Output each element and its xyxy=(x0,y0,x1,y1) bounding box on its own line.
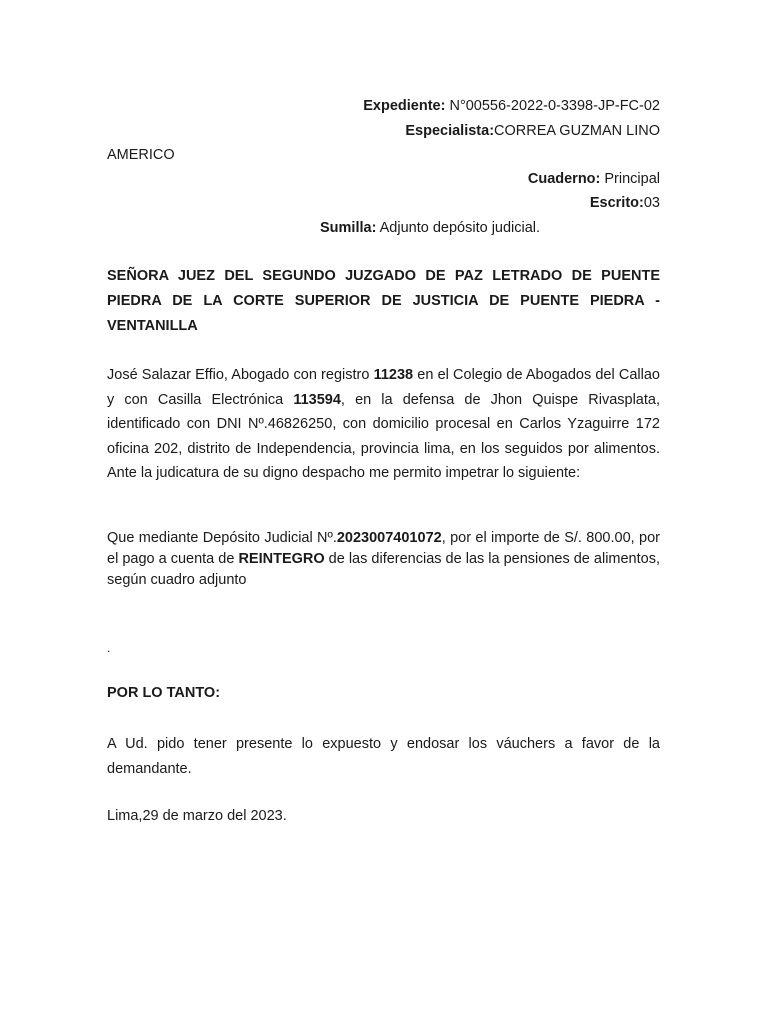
intro-text-3: , en la defensa de Jhon Quispe Rivasplata, identificado con DNI Nº.46826250, con domicilio procesal en Carlos Yzaguirre 172 oficina 202, distrito de Independencia, provincia lima, en los seguidos por alimentos. Ante la judicatura de su digno despacho me permito impetrar lo siguiente: xyxy=(107,391,660,482)
deposit-text-2: , por el importe de S/. 800.00, por el pago a cuenta de xyxy=(107,530,660,567)
deposit-text-3: de las diferencias de las la pensiones de alimentos, según cuadro adjunto xyxy=(107,551,660,588)
intro-paragraph xyxy=(107,363,660,486)
especialista-label: Especialista: xyxy=(405,123,495,139)
escrito-label: Escrito: xyxy=(589,195,644,211)
especialista-value: CORREA GUZMAN LINO xyxy=(494,123,660,139)
place-date: Lima,29 de marzo del 2023. xyxy=(107,808,287,824)
request-paragraph: A Ud. pido tener presente lo expuesto y endosar los váuchers a favor de la demandante. xyxy=(107,736,660,777)
expediente-value: N°00556-2022-0-3398-JP-FC-02 xyxy=(445,98,660,114)
cuaderno-line xyxy=(528,170,660,188)
expediente-line xyxy=(363,97,660,115)
cuaderno-value: Principal xyxy=(600,171,660,187)
casilla-number: 113594 xyxy=(293,391,341,408)
especialista-continuation: AMERICO xyxy=(107,147,175,163)
cuaderno-label: Cuaderno: xyxy=(527,171,601,187)
deposit-text-1: Que mediante Depósito Judicial Nº. xyxy=(107,530,337,546)
deposit-number: 2023007401072 xyxy=(336,530,442,546)
por-lo-tanto-heading: POR LO TANTO: xyxy=(107,685,221,701)
sumilla-value: Adjunto depósito judicial. xyxy=(376,220,541,236)
stray-dot: . xyxy=(107,641,111,655)
intro-text-1: José Salazar Effio, Abogado con registro xyxy=(107,367,374,383)
sumilla-line xyxy=(320,219,540,237)
sumilla-label: Sumilla: xyxy=(320,220,377,236)
registro-number: 11238 xyxy=(373,367,414,383)
escrito-value: 03 xyxy=(643,195,660,211)
expediente-label: Expediente: xyxy=(363,98,446,114)
addressee-heading: SEÑORA JUEZ DEL SEGUNDO JUZGADO DE PAZ LETRADO DE PUENTE PIEDRA DE LA CORTE SUPERIOR DE JUSTICIA DE PUENTE PIEDRA - VENTANILLA xyxy=(107,268,660,334)
intro-text-2: en el Colegio de Abogados del Callao y con Casilla Electrónica xyxy=(107,367,660,408)
deposit-concept: REINTEGRO xyxy=(238,551,325,567)
deposit-paragraph xyxy=(107,528,660,591)
escrito-line xyxy=(590,194,660,212)
especialista-line xyxy=(405,122,660,140)
